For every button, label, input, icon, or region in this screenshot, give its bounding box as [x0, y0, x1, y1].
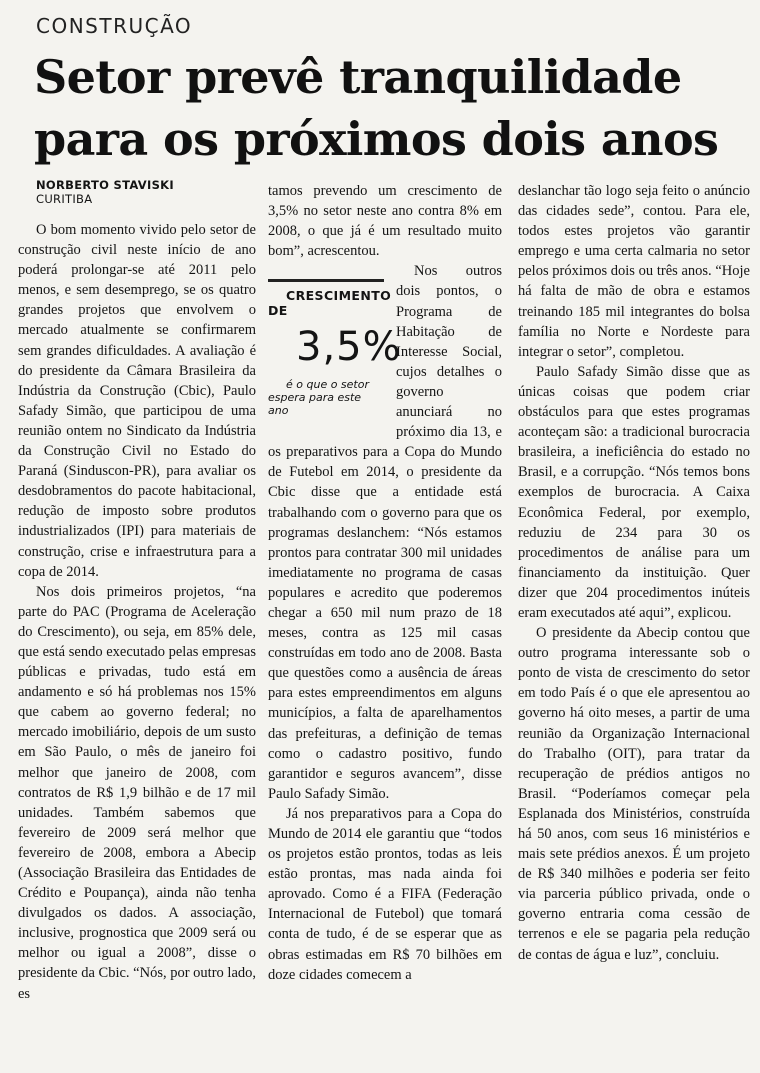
callout-subtitle: é o que o setor espera para este ano: [268, 378, 369, 418]
article-column-1: [18, 220, 256, 1004]
byline-place: CURITIBA: [36, 192, 93, 206]
callout-figure: 3,5%: [296, 324, 402, 371]
article-paragraph: deslanchar tão logo seja feito o anúncio das cidades sede”, contou. Para ele, todos estes projetos vão garantir emprego e uma certa calmaria no setor pelos próximos dois ou três anos. “Hoje há falta de mão de obra e estamos treinando 185 mil integrantes do bolsa família no Norte e Nordeste para integrar o setor”, completou.: [518, 183, 750, 360]
byline-author: NORBERTO STAVISKI: [36, 178, 174, 192]
article-paragraph: Já nos preparativos para a Copa do Mundo de 2014 ele garantiu que “todos os projetos estão prontos, todas as leis estão prontas, mas nada ainda foi aprovado. Como é a FIFA (Federação Internacional de Futebol) que tomará conta de tudo, é de se esperar que as obras estimadas em R$ 70 bilhões em doze cidades comecem a: [268, 805, 502, 983]
article-paragraph: Nos dois primeiros projetos, “na parte do PAC (Programa de Aceleração do Crescimento), ou seja, em 85% dele, que está sendo executado pelas empresas públicas e privadas, tudo está em andamento e só há problemas nos 15% que cabem ao governo federal; no mercado imobiliário, depois de um susto em São Paulo, o mês de janeiro foi melhor que janeiro de 2008, com contratos de R$ 1,9 bilhão e de 17 mil unidades. Também sabemos que fevereiro de 2009 será melhor que fevereiro de 2008, embora a Abecip (Associação Brasileira das Entidades de Crédito e Poupança), ainda não tenha divulgados os dados. A associação, inclusive, prognostica que 2009 será ou melhor ou igual a 2008”, disse o presidente da Cbic. “Nós, por outro lado, es: [18, 583, 256, 1002]
headline: Setor prevê tranquilidade para os próximos dois anos: [34, 50, 719, 166]
article-column-3: [518, 181, 750, 965]
byline: [36, 178, 174, 206]
section-label: CONSTRUÇÃO: [36, 14, 193, 38]
article-paragraph: tamos prevendo um crescimento de 3,5% no setor neste ano contra 8% em 2008, o que já é um resultado muito bom”, acrescentou.: [268, 183, 502, 260]
article-paragraph: Paulo Safady Simão disse que as únicas coisas que podem criar obstáculos para que estes programas aconteçam são: a tradicional burocracia brasileira, a ineficiência do estado no Brasil, e a corrupção. “Nós temos bons exemplos de burocracia. A Caixa Econômica Federal, por exemplo, reduziu de 234 para 30 os procedimentos de análise para um financiamento da instituição. Quer dizer que 204 procedimentos inúteis eram executados até aqui”, explicou.: [518, 363, 750, 621]
article-paragraph: [268, 261, 502, 804]
article-paragraph: O presidente da Abecip contou que outro programa interessante sob o ponto de vista de crescimento do setor em todo País é o que ele apresentou ao governo há oito meses, a partir de uma reunião da Organização Internacional do Trabalho (OIT), para tratar da recuperação de prédios antigos no Brasil. “Poderíamos começar pela Esplanada dos Ministérios, construída há 50 anos, com seus 16 ministérios e mais sete prédios anexos. É um projeto de R$ 340 milhões e poderia ser feito via parceria público privada, onde o governo entraria coma cessão de terrenos e ele se pagaria pela redução de contas de água e luz”, concluiu.: [518, 625, 750, 963]
article-column-2: [268, 181, 502, 985]
growth-callout: [268, 279, 402, 421]
article-paragraph: O bom momento vivido pelo setor de construção civil neste início de ano poderá prolongar-se até 2011 pelo menos, e sem desemprego, se os quatro grandes projetos que envolvem o mercado atualmente se confirmarem sem grandes dificuldades. A avaliação é do presidente da Câmara Brasileira da Indústria da Construção (Cbic), Paulo Safady Simão, que participou de uma reunião ontem no Sindicato da Indústria da Construção Civil no Estado do Paraná (Sinduscon-PR), para avaliar os desdobramentos do pacote habitacional, redução de imposto sobre produtos industrializados (IPI) para materiais de construção, crise e infraestrutura para a copa de 2014.: [18, 222, 256, 580]
callout-title: CRESCIMENTO DE: [268, 288, 392, 319]
paragraph-text: Nos outros dois pontos, o Programa de Habitação de Interesse Social, cujos detalhes o governo anunciará no próximo dia 13, e os preparativos para a Copa do Mundo de Futebol em 2014, o presidente da Cbic disse que a entidade está trabalhando com o governo para que os programas deslanchem: “Nós estamos prontos para contratar 300 mil unidades imediatamente no programa de casas populares e acredito que poderemos chegar a 650 mil num prazo de 18 meses, contra as 125 mil casas construídas em todo ano de 2008. Basta que questões como a ausência de áreas para estes empreendimentos em alguns municípios, a falta de aparelhamentos das prefeituras, a definição de temas como o cadastro positivo, fundo garantidor e seguros avancem”, disse Paulo Safady Simão.: [268, 263, 502, 802]
